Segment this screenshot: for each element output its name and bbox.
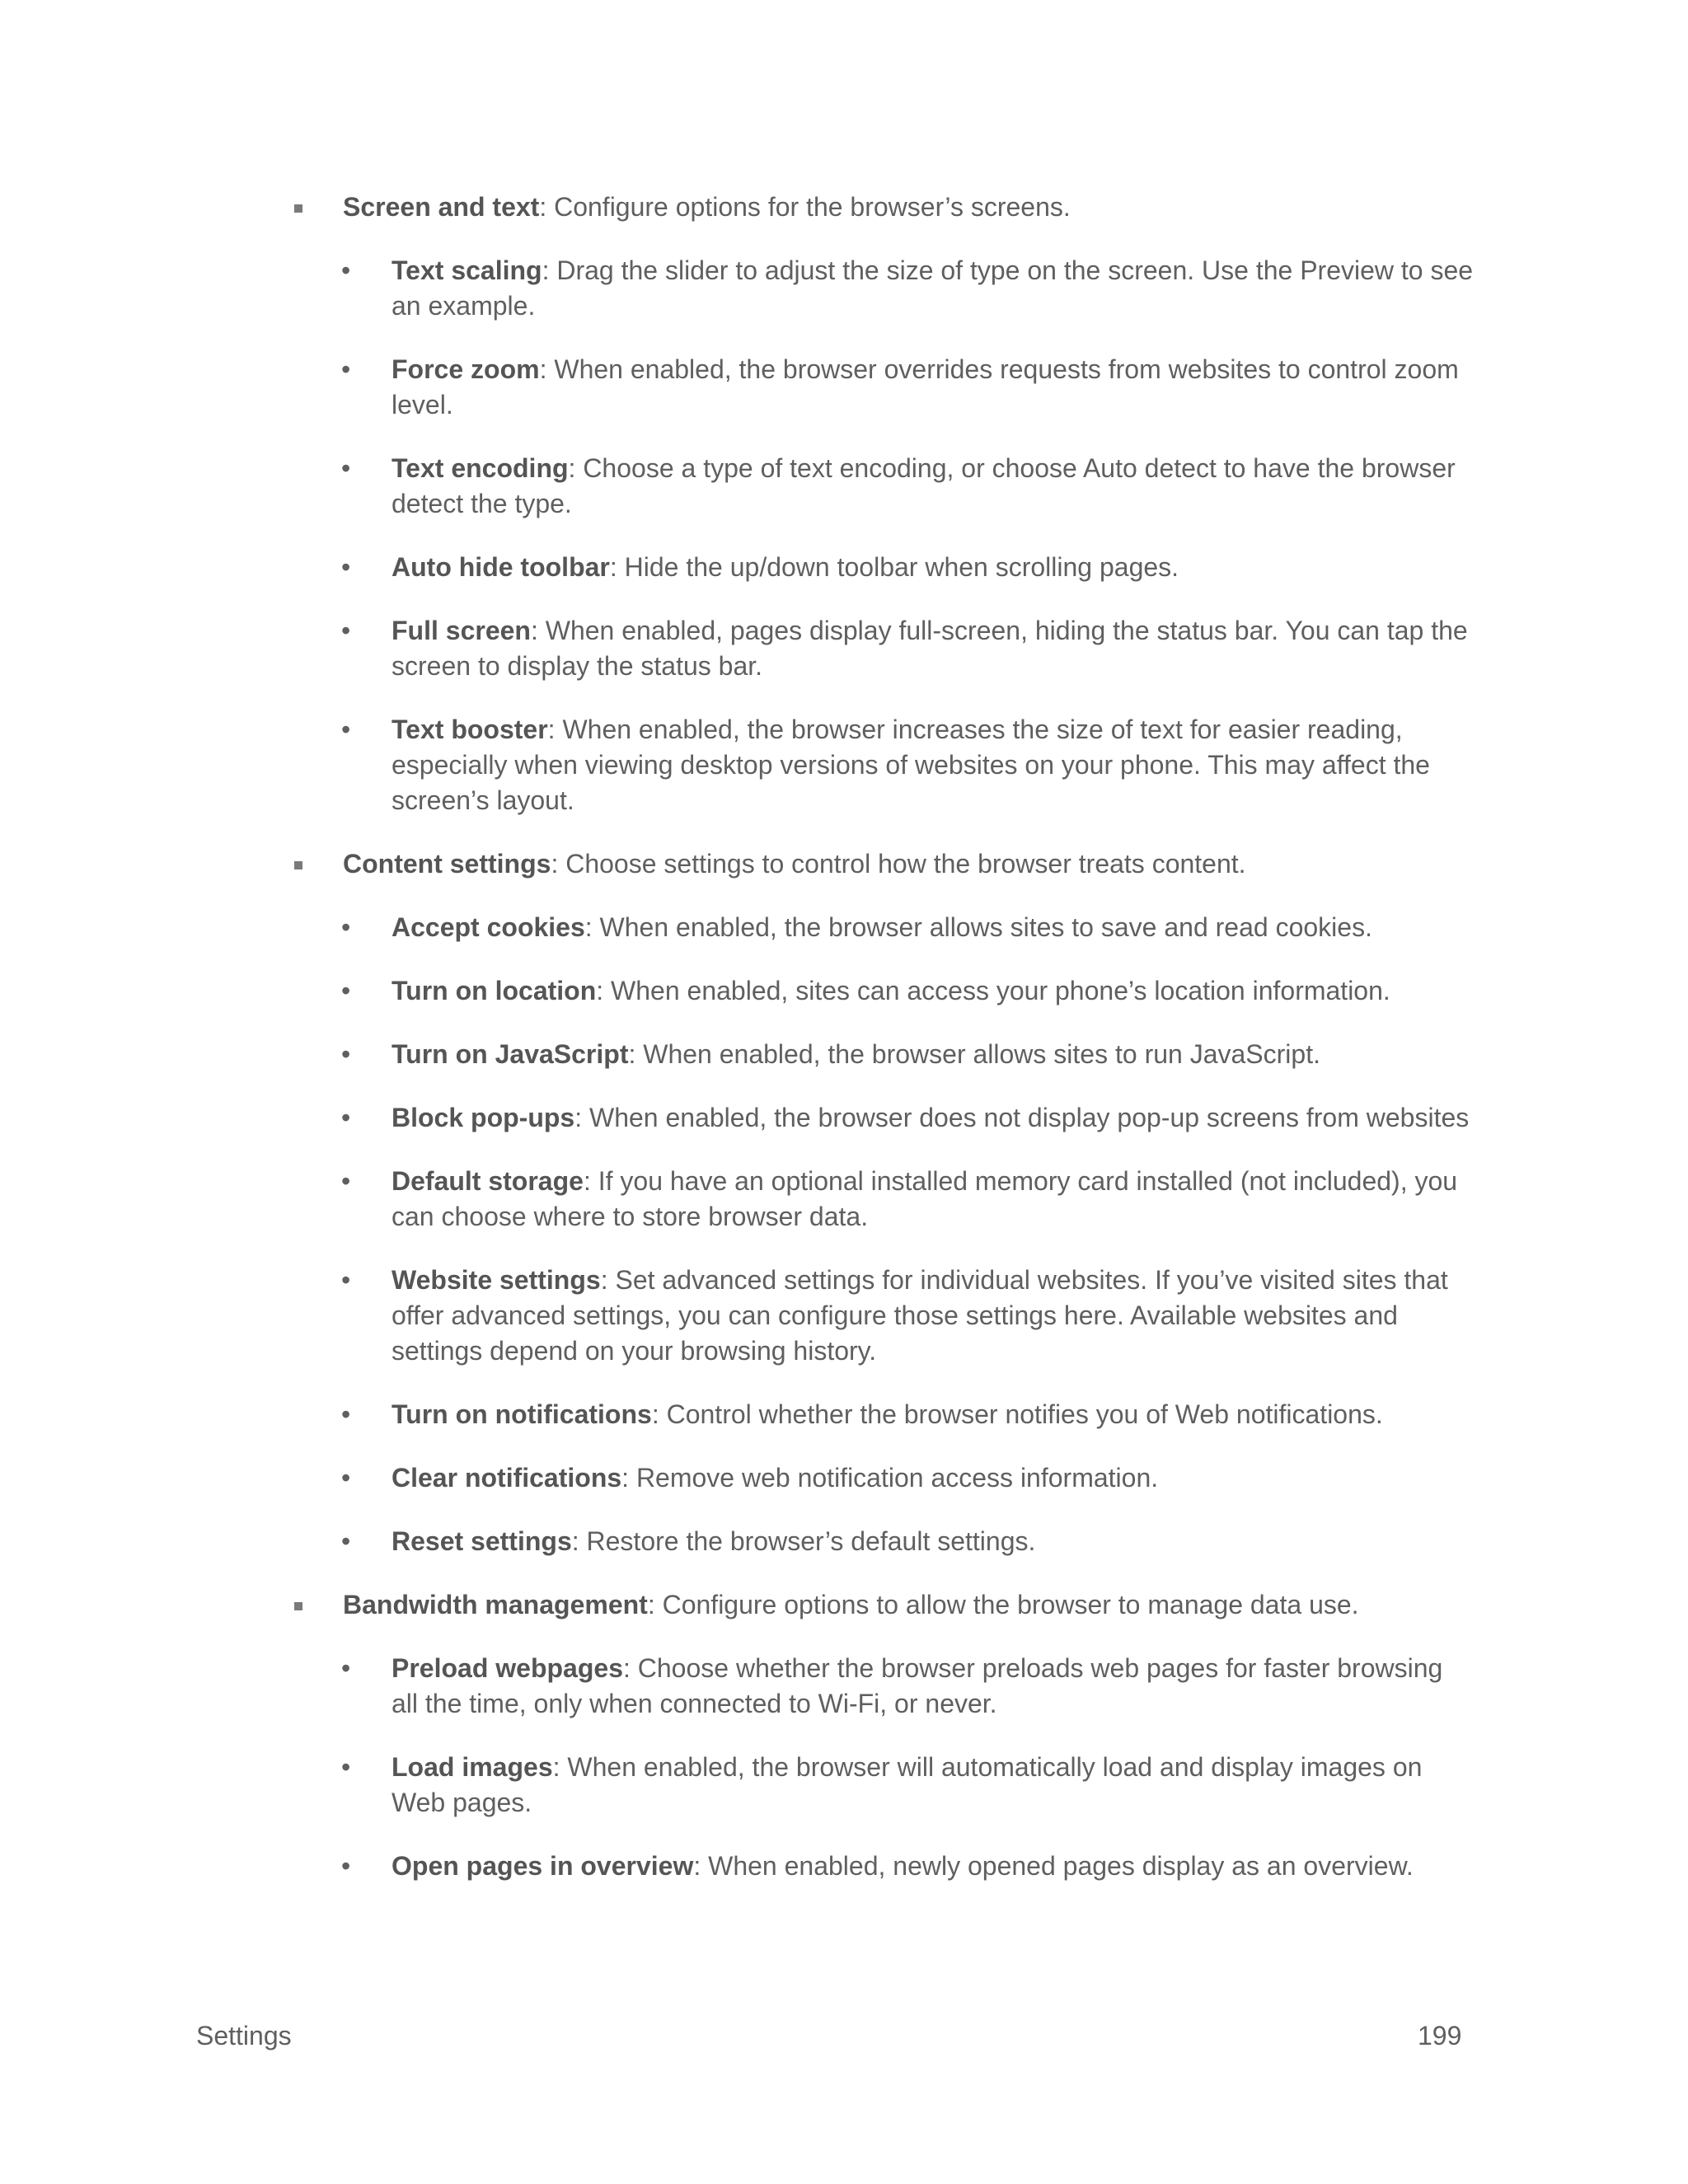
round-bullet-icon: • xyxy=(341,354,351,384)
item-description: : When enabled, the browser increases the size of text for easier reading, especially when viewing desktop versions of websites on your phone. This may affect the screen’s layout. xyxy=(392,715,1430,815)
list-item xyxy=(0,1100,1475,1136)
item-description: : If you have an optional installed memory card installed (not included), you can choose where to store browser data. xyxy=(392,1166,1458,1231)
item-description: : Set advanced settings for individual websites. If you’ve visited sites that offer advanced settings, you can configure those settings here. Available websites and settings depend on your browsing history. xyxy=(392,1265,1448,1366)
section-title: Bandwidth management xyxy=(343,1590,648,1619)
item-title: Accept cookies xyxy=(392,912,585,942)
page-number: 199 xyxy=(1418,2021,1462,2050)
item-title: Force zoom xyxy=(392,354,540,384)
item-description: : When enabled, the browser allows sites to run JavaScript. xyxy=(628,1039,1320,1069)
round-bullet-icon: • xyxy=(341,453,351,483)
item-title: Block pop-ups xyxy=(392,1103,575,1132)
item-title: Text booster xyxy=(392,715,548,744)
item-description: : Control whether the browser notifies you of Web notifications. xyxy=(651,1399,1383,1429)
square-bullet-icon xyxy=(294,204,302,213)
round-bullet-icon: • xyxy=(341,616,351,645)
section-bandwidth-management xyxy=(0,1587,1480,1623)
item-title: Text encoding xyxy=(392,453,569,483)
item-title: Text scaling xyxy=(392,255,542,285)
section-description: : Configure options to allow the browser to manage data use. xyxy=(647,1590,1359,1619)
footer-section-name: Settings xyxy=(196,2021,292,2050)
square-bullet-icon xyxy=(294,1602,302,1610)
section-title: Content settings xyxy=(343,849,551,879)
section-content-settings xyxy=(0,846,1480,882)
item-title: Default storage xyxy=(392,1166,584,1196)
round-bullet-icon: • xyxy=(341,1653,351,1683)
item-title: Open pages in overview xyxy=(392,1851,694,1881)
item-description: : Choose whether the browser preloads web pages for faster browsing all the time, only when connected to Wi-Fi, or never. xyxy=(392,1653,1443,1718)
square-bullet-icon xyxy=(294,861,302,869)
item-description: : When enabled, pages display full-screen, hiding the status bar. You can tap the screen to display the status bar. xyxy=(392,616,1468,681)
item-description: : When enabled, sites can access your phone’s location information. xyxy=(596,976,1390,1005)
list-item xyxy=(0,1164,1475,1235)
round-bullet-icon: • xyxy=(341,715,351,744)
round-bullet-icon: • xyxy=(341,1851,351,1881)
item-description: : Remove web notification access information. xyxy=(621,1463,1159,1493)
list-item xyxy=(0,1263,1475,1369)
round-bullet-icon: • xyxy=(341,912,351,942)
list-item xyxy=(0,1849,1475,1884)
item-description: : Restore the browser’s default settings. xyxy=(571,1526,1036,1556)
section-screen-and-text xyxy=(0,190,1480,225)
round-bullet-icon: • xyxy=(341,1103,351,1132)
list-item xyxy=(0,973,1475,1009)
item-title: Full screen xyxy=(392,616,531,645)
list-item xyxy=(0,1651,1475,1722)
item-description: : When enabled, the browser allows sites to save and read cookies. xyxy=(584,912,1372,942)
list-item xyxy=(0,1460,1475,1496)
round-bullet-icon: • xyxy=(341,1399,351,1429)
item-title: Turn on notifications xyxy=(392,1399,652,1429)
list-item xyxy=(0,1397,1475,1432)
list-item xyxy=(0,550,1475,585)
item-description: : When enabled, the browser overrides requests from websites to control zoom level. xyxy=(392,354,1459,419)
item-title: Turn on JavaScript xyxy=(392,1039,629,1069)
round-bullet-icon: • xyxy=(341,255,351,285)
item-description: : Hide the up/down toolbar when scrolling pages. xyxy=(609,552,1179,582)
list-item xyxy=(0,352,1475,423)
item-description: : When enabled, the browser does not display pop-up screens from websites xyxy=(574,1103,1470,1132)
document-body xyxy=(0,190,1688,1912)
round-bullet-icon: • xyxy=(341,1463,351,1493)
item-title: Turn on location xyxy=(392,976,597,1005)
round-bullet-icon: • xyxy=(341,1039,351,1069)
item-description: : When enabled, newly opened pages display as an overview. xyxy=(693,1851,1414,1881)
item-title: Preload webpages xyxy=(392,1653,623,1683)
item-description: : Drag the slider to adjust the size of type on the screen. Use the Preview to see an example. xyxy=(392,255,1474,321)
item-description: : Choose a type of text encoding, or choose Auto detect to have the browser detect the type. xyxy=(392,453,1456,518)
list-item xyxy=(0,253,1475,324)
subitems-screen-and-text xyxy=(0,253,1688,818)
list-item xyxy=(0,1037,1475,1072)
list-item xyxy=(0,1750,1475,1821)
item-title: Auto hide toolbar xyxy=(392,552,610,582)
round-bullet-icon: • xyxy=(341,1526,351,1556)
round-bullet-icon: • xyxy=(341,1265,351,1295)
subitems-bandwidth-management xyxy=(0,1651,1688,1884)
item-title: Reset settings xyxy=(392,1526,572,1556)
section-title: Screen and text xyxy=(343,192,540,222)
round-bullet-icon: • xyxy=(341,1752,351,1782)
list-item xyxy=(0,451,1475,522)
subitems-content-settings xyxy=(0,910,1688,1559)
list-item xyxy=(0,613,1475,684)
item-title: Load images xyxy=(392,1752,553,1782)
list-item xyxy=(0,1524,1475,1559)
item-title: Clear notifications xyxy=(392,1463,622,1493)
list-item xyxy=(0,910,1475,945)
section-description: : Configure options for the browser’s screens. xyxy=(539,192,1071,222)
item-title: Website settings xyxy=(392,1265,601,1295)
item-description: : When enabled, the browser will automatically load and display images on Web pages. xyxy=(392,1752,1423,1817)
list-item xyxy=(0,712,1475,818)
round-bullet-icon: • xyxy=(341,976,351,1005)
round-bullet-icon: • xyxy=(341,552,351,582)
section-description: : Choose settings to control how the browser treats content. xyxy=(551,849,1246,879)
round-bullet-icon: • xyxy=(341,1166,351,1196)
